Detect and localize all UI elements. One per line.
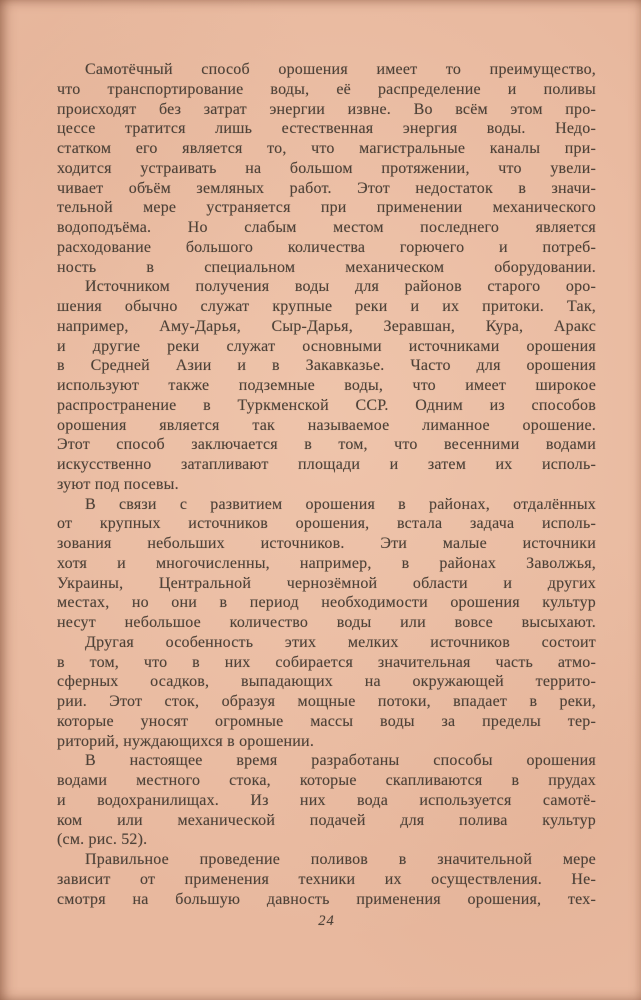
text-line: риторий, нуждающихся в орошении.	[57, 732, 315, 750]
text-line: зуют под посевы.	[57, 475, 179, 493]
text-line: ком или механической подачей для полива культур	[57, 811, 596, 829]
text-line: местах, но они в период необходимости орошения культур	[57, 594, 596, 612]
text-line: например, Аму-Дарья, Сыр-Дарья, Зеравшан, Кура, Аракс	[57, 317, 596, 335]
text-line: которые уносят огромные массы воды за пределы тер-	[57, 712, 596, 730]
text-block	[57, 60, 596, 909]
text-line: Самотёчный способ орошения имеет то преимущество,	[85, 61, 596, 78]
text-line: В настоящее время разработаны способы орошения	[85, 752, 596, 770]
text-line: используют также подземные воды, что имеет широкое	[57, 377, 596, 394]
text-line: несут небольшое количество воды или вовсе высыхают.	[57, 614, 596, 631]
text-line: рии. Этот сток, образуя мощные потоки, впадает в реки,	[57, 693, 596, 710]
text-line: тельной мере устраняется при применении механического	[57, 199, 596, 217]
text-line: происходят без затрат энергии извне. Во всём этом про-	[57, 100, 596, 118]
text-line: и другие реки служат основными источниками орошения	[57, 337, 596, 355]
text-line: в Средней Азии и в Закавказье. Часто для орошения	[57, 357, 596, 375]
text-line: Этот способ заключается в том, что весенними водами	[57, 436, 596, 454]
text-line: зависит от применения техники их осуществления. Не-	[57, 870, 596, 888]
text-line: и водохранилищах. Из них вода используется самотё-	[57, 791, 596, 809]
text-line: статком его является то, что магистральные каналы при-	[57, 140, 596, 157]
text-line: Правильное проведение поливов в значительной мере	[85, 851, 596, 868]
text-line: сферных осадков, выпадающих на окружающей террито-	[57, 673, 596, 691]
text-line: ность в специальном механическом оборудовании.	[57, 258, 596, 276]
text-line: хотя и многочисленны, например, в районах Заволжья,	[57, 554, 596, 572]
text-line: в том, что в них собирается значительная часть атмо-	[57, 653, 596, 671]
text-line: водоподъёма. Но слабым местом последнего является	[57, 219, 596, 236]
page-number: 24	[318, 913, 335, 929]
text-line: расходование большого количества горючего и потреб-	[57, 238, 596, 256]
text-line: зования небольших источников. Эти малые источники	[57, 535, 596, 552]
text-line: ходится устраивать на большом протяжении, что увели-	[57, 159, 596, 177]
text-line: (см. рис. 52).	[57, 831, 148, 849]
text-line: Украины, Центральной чернозёмной области и других	[57, 574, 596, 592]
text-line: шения обычно служат крупные реки и их притоки. Так,	[57, 298, 596, 315]
text-line: от крупных источников орошения, встала задача исполь-	[57, 515, 596, 533]
text-line: орошения является так называемое лиманное орошение.	[57, 416, 596, 434]
text-line: Другая особенность этих мелких источников состоит	[85, 633, 596, 651]
text-line: В связи с развитием орошения в районах, отдалённых	[85, 495, 596, 513]
text-line: чивает объём земляных работ. Этот недостаток в значи-	[57, 179, 596, 197]
text-line: распространение в Туркменской ССР. Одним из способов	[57, 396, 596, 414]
text-line: цессе тратится лишь естественная энергия воды. Недо-	[57, 120, 596, 138]
text-line: смотря на большую давность применения орошения, тех-	[57, 890, 596, 908]
text-line: водами местного стока, которые скапливаются в прудах	[57, 772, 596, 789]
text-line: что транспортирование воды, её распределение и поливы	[57, 80, 596, 98]
text-line: Источником получения воды для районов старого оро-	[85, 278, 596, 296]
text-line: искусственно затапливают площади и затем их исполь-	[57, 456, 596, 473]
